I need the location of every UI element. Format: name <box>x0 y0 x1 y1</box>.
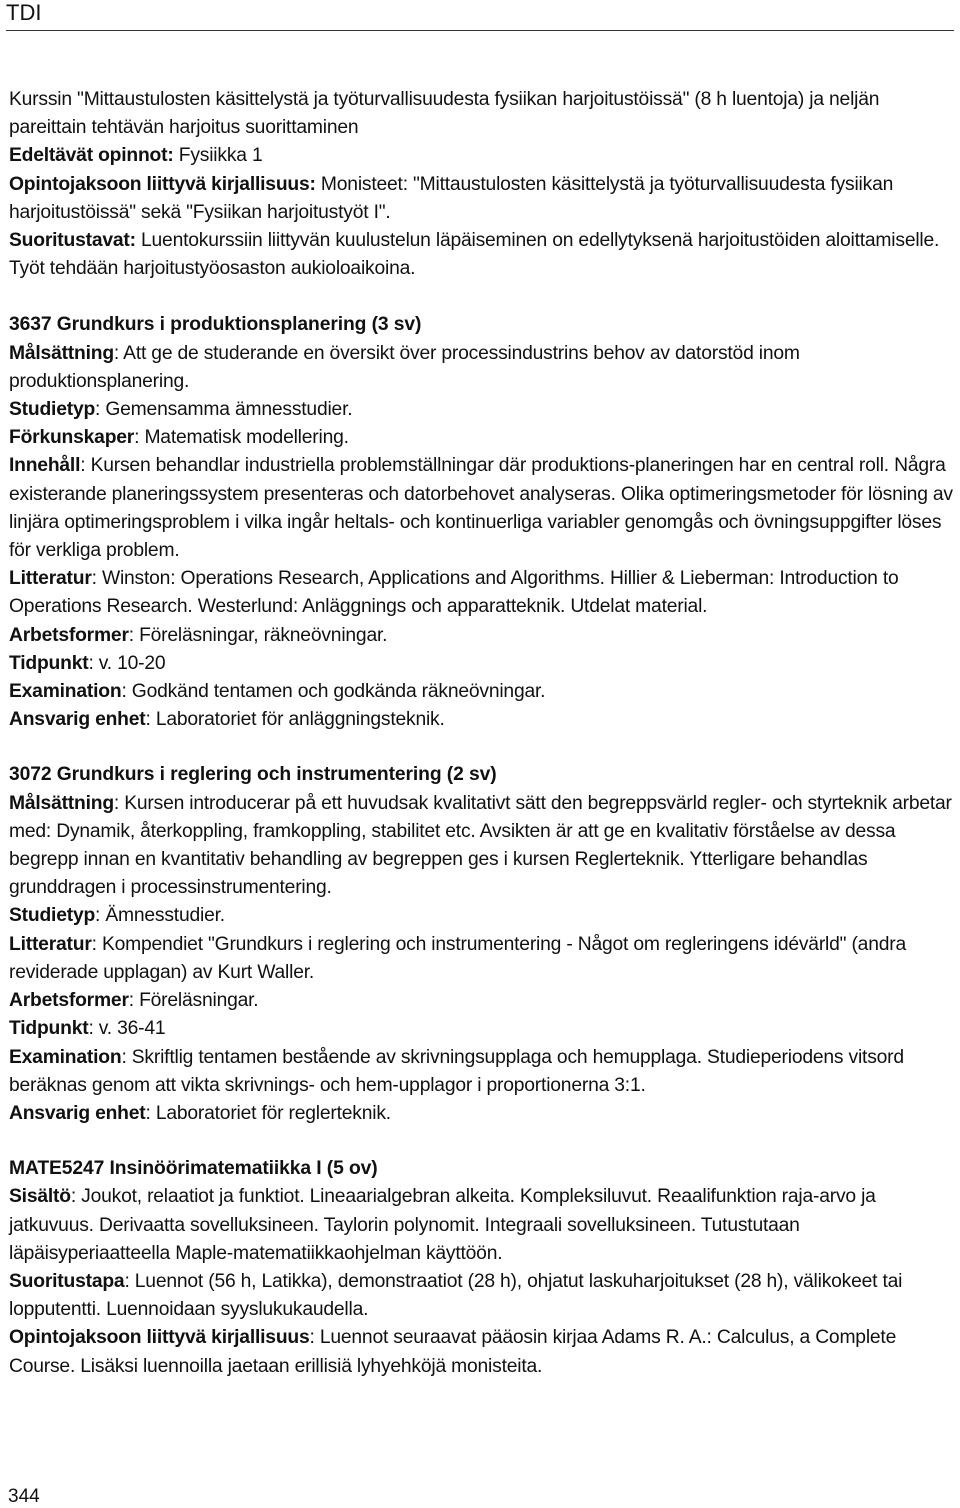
row-text: : Winston: Operations Research, Applications and Algorithms. Hillier & Lieberman: Introduction to Operations Research. Westerlund: Anläggnings och apparatteknik. Utdelat material. <box>9 568 899 618</box>
row-text: : Kursen introducerar på ett huvudsak kvalitativt sätt den begreppsvärld regler- och styrteknik arbetar med: Dynamik, återkoppling, framkoppling, stabilitet etc. Avsikten är att ge en kvalitativ förståelse av dessa begrepp innan en kvantitativ behandling av begreppen ges i kursen Reglerteknik. Ytterligare behandlas grunddragen i processinstrumentering. <box>9 792 952 899</box>
course-row <box>9 678 955 706</box>
row-text: : Ämnesstudier. <box>95 905 225 927</box>
course-row <box>9 902 955 930</box>
row-text: : Joukot, relaatiot ja funktiot. Lineaarialgebran alkeita. Kompleksiluvut. Reaalifunktion raja-arvo ja jatkuvuus. Derivaatta sovelluksineen. Taylorin polynomit. Integraali sovelluksineen. Tutustutaan läpäisyperiaatteella Maple-matematiikkaohjelman käyttöön. <box>9 1186 876 1264</box>
row-label: Ansvarig enhet <box>9 1102 146 1124</box>
row-text: : Föreläsningar, räkneövningar. <box>128 624 388 646</box>
row-text: : Matematisk modellering. <box>134 427 349 449</box>
course-row <box>9 1044 955 1100</box>
course-title: MATE5247 Insinöörimatematiikka I (5 ov) <box>9 1158 378 1180</box>
row-label: Arbetsformer <box>9 990 129 1012</box>
course-row <box>9 452 955 565</box>
course-row <box>9 706 955 734</box>
course-row <box>9 790 955 903</box>
intro-text: Kurssin "Mittaustulosten käsittelystä ja työturvallisuudesta fysiikan harjoitustöissä" (8 h luentoja) ja neljän pareittain tehtävän harjoitus suorittaminen <box>9 89 880 139</box>
row-text: : Att ge de studerande en översikt över processindustrins behov av datorstöd inom produktionsplanering. <box>9 342 800 392</box>
literature-text: Monisteet: "Mittaustulosten käsittelystä ja työturvallisuudesta fysiikan harjoitustöissä" sekä "Fysiikan harjoitustyöt I". <box>9 173 894 223</box>
row-label: Litteratur <box>9 568 92 590</box>
course-row <box>9 1100 955 1128</box>
row-label: Sisältö <box>9 1186 71 1208</box>
row-text: : Kursen behandlar industriella problemställningar där produktions-planeringen har en central roll. Några existerande planeringssystem presenteras och datorbehovet analyseras. Olika optimeringsmetoder för lösning av linjära optimeringsproblem i vilka ingår heltals- och kontinuerliga variabler genomgås och övningsuppgifter löses för verkliga problem. <box>9 455 953 562</box>
row-label: Ansvarig enhet <box>9 709 146 731</box>
completion-label: Suoritustavat: <box>9 230 136 252</box>
row-label: Innehåll <box>9 455 81 477</box>
course-mate5247 <box>9 1155 955 1381</box>
course-title: 3072 Grundkurs i reglering och instrumentering (2 sv) <box>9 764 497 786</box>
row-label: Förkunskaper <box>9 427 135 449</box>
course-row <box>9 396 955 424</box>
row-label: Studietyp <box>9 399 96 421</box>
course-row <box>9 1268 955 1324</box>
row-label: Tidpunkt <box>9 652 89 674</box>
course-row <box>9 931 955 987</box>
row-label: Målsättning <box>9 342 114 364</box>
completion-row <box>9 227 955 283</box>
course-row <box>9 1015 955 1043</box>
page-number: 344 <box>8 1486 40 1507</box>
intro-paragraph <box>9 86 955 142</box>
row-text: : Skriftlig tentamen bestående av skrivningsupplaga och hemupplaga. Studieperiodens vitsord beräknas genom att vikta skrivnings- och hem-upplagor i proportionerna 3:1. <box>9 1046 904 1096</box>
row-label: Studietyp <box>9 905 96 927</box>
row-label: Examination <box>9 1046 122 1068</box>
document-body <box>9 86 955 1381</box>
course-row <box>9 622 955 650</box>
course-row <box>9 565 955 621</box>
course-row <box>9 424 955 452</box>
row-label: Arbetsformer <box>9 624 129 646</box>
literature-label: Opintojaksoon liittyvä kirjallisuus: <box>9 173 316 195</box>
row-text: : Gemensamma ämnesstudier. <box>95 399 353 421</box>
row-text: : v. 36-41 <box>88 1018 166 1040</box>
prerequisites-text: Fysiikka 1 <box>178 145 263 167</box>
row-text: : Laboratoriet för anläggningsteknik. <box>145 709 445 731</box>
course-row <box>9 1183 955 1268</box>
row-label: Tidpunkt <box>9 1018 89 1040</box>
row-label: Examination <box>9 681 122 703</box>
course-title: 3637 Grundkurs i produktionsplanering (3 sv) <box>9 314 422 336</box>
prerequisites-row <box>9 142 955 170</box>
completion-text: Luentokurssiin liittyvän kuulustelun läpäiseminen on edellytyksenä harjoitustöiden aloittamiselle. Työt tehdään harjoitustyöosaston aukioloaikoina. <box>9 230 940 280</box>
literature-row <box>9 171 955 227</box>
course-row <box>9 650 955 678</box>
course-3072 <box>9 761 955 1128</box>
course-row <box>9 340 955 396</box>
row-label: Litteratur <box>9 933 92 955</box>
row-label: Målsättning <box>9 792 114 814</box>
running-header: TDI <box>6 0 42 25</box>
row-text: : v. 10-20 <box>88 652 166 674</box>
intro-section <box>9 86 955 283</box>
course-row <box>9 1324 955 1380</box>
row-label: Suoritustapa <box>9 1270 125 1292</box>
row-text: : Laboratoriet för reglerteknik. <box>145 1102 391 1124</box>
row-label: Opintojaksoon liittyvä kirjallisuus <box>9 1327 310 1349</box>
header-rule <box>6 30 954 31</box>
row-text: : Föreläsningar. <box>128 990 259 1012</box>
row-text: : Godkänd tentamen och godkända räkneövningar. <box>121 681 546 703</box>
row-text: : Luennot seuraavat pääosin kirjaa Adams R. A.: Calculus, a Complete Course. Lisäksi luennoilla jaetaan erillisiä lyhyehköjä monisteita. <box>9 1327 897 1377</box>
prerequisites-label: Edeltävät opinnot: <box>9 145 174 167</box>
course-row <box>9 987 955 1015</box>
row-text: : Luennot (56 h, Latikka), demonstraatiot (28 h), ohjatut laskuharjoitukset (28 h), välikokeet tai lopputentti. Luennoidaan syyslukukaudella. <box>9 1270 903 1321</box>
course-3637 <box>9 311 955 734</box>
row-text: : Kompendiet "Grundkurs i reglering och instrumentering - Något om regleringens idévärld" (andra reviderade upplagan) av Kurt Waller. <box>9 933 906 983</box>
